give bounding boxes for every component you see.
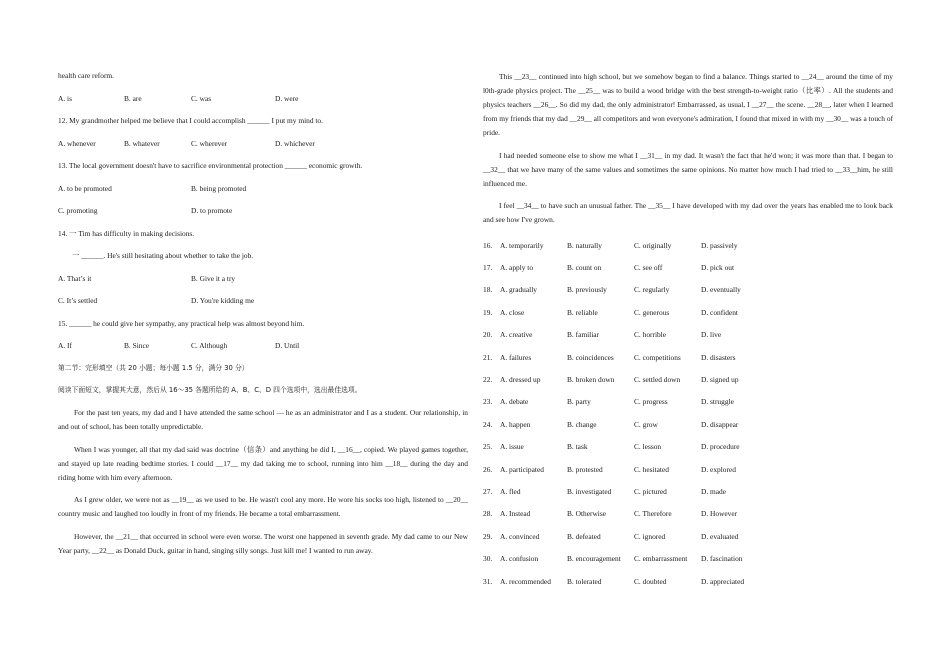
passage-paragraph: As I grew older, we were not as __19__ as we used to be. He wasn't cool any more. He wore his socks too high, listened to __20__ country music and laughed too loudly in front of my friends. He became a total embarrassment. — [58, 495, 468, 518]
option-a: A. failures — [500, 352, 532, 362]
left-column — [58, 70, 468, 558]
question-14-reply: 一 ______. He's still hesitating about whether to take the job. — [72, 251, 254, 260]
section-instructions: 阅读下面短文，掌握其大意，然后从 16～35 各题所给的 A、B、C、D 四个选项中，选出最佳选项。 — [58, 386, 362, 394]
option-d: D. disappear — [701, 419, 739, 429]
option-d: D. pick out — [701, 263, 735, 273]
option-c: C. horrible — [634, 330, 667, 340]
continued-line: health care reform. — [58, 71, 115, 80]
question-13: 13. The local government doesn't have to sacrifice environmental protection ______ economic growth. — [58, 161, 363, 170]
option-c: C. wherever — [191, 138, 228, 148]
q11-options — [58, 93, 468, 104]
cloze-question-row — [483, 301, 893, 323]
option-b: B. Otherwise — [567, 509, 606, 519]
cloze-question-row — [483, 234, 893, 256]
option-c: C. promoting — [58, 206, 98, 215]
option-a: A. apply to — [500, 263, 534, 273]
option-c: C. settled down — [634, 375, 681, 385]
option-b: B. previously — [567, 285, 607, 295]
option-c: C. Although — [191, 341, 228, 350]
option-b: B. whatever — [124, 138, 160, 148]
question-number: 17. — [483, 263, 493, 273]
option-c: C. grow — [634, 419, 658, 429]
option-b: B. change — [567, 419, 597, 429]
option-c: C. originally — [634, 240, 672, 250]
cloze-question-row — [483, 368, 893, 390]
passage-paragraph: This __23__ continued into high school, but we somehow began to find a balance. Things started to __24__ around the time of my l0th-grade physics project. The __25__ was to build a wood bridge with the best strength-to-weight ratio（比率）. All the students and physics teachers __26__. So did my dad, the only administrator! Embarrassed, as usual, I __27__ the scene. __28__, later when I learned from my friends that my dad __29__ all competitors and won everyone's admiration, I found that mixed in with my __30__ was a touch of pride. — [483, 72, 893, 137]
option-a: A. confusion — [500, 554, 539, 564]
option-b: B. Since — [124, 341, 150, 350]
option-b: B. investigated — [567, 486, 612, 496]
option-d: D. struggle — [701, 397, 734, 407]
question-number: 18. — [483, 285, 493, 295]
q15-options — [58, 340, 468, 351]
cloze-question-row — [483, 413, 893, 435]
option-b: B. naturally — [567, 240, 602, 250]
option-d: D. Until — [275, 341, 300, 350]
option-d: D. signed up — [701, 375, 739, 385]
question-number: 24. — [483, 419, 493, 429]
question-number: 31. — [483, 576, 493, 586]
question-number: 19. — [483, 307, 493, 317]
question-number: 28. — [483, 509, 493, 519]
option-c: C. embarrassment — [634, 554, 688, 564]
option-c: C. was — [191, 93, 212, 103]
option-b: B. coincidences — [567, 352, 614, 362]
cloze-question-row — [483, 279, 893, 301]
option-c: C. hesitated — [634, 464, 669, 474]
option-a: A. recommended — [500, 576, 551, 586]
option-b: B. Give it a try — [191, 273, 236, 283]
option-d: D. made — [701, 486, 727, 496]
cloze-question-row — [483, 525, 893, 547]
option-b: B. party — [567, 397, 591, 407]
passage-paragraph: However, the __21__ that occurred in school were even worse. The worst one happened in seventh grade. My dad came to our New Year party, __22__ as Donald Duck, guitar in hand, singing silly songs. Just kill me! I wanted to run away. — [58, 531, 468, 555]
cloze-question-row — [483, 480, 893, 502]
option-c: C. lesson — [634, 442, 662, 452]
cloze-question-row — [483, 324, 893, 346]
option-a: A. whenever — [58, 138, 96, 148]
option-a: A. Instead — [500, 509, 531, 519]
option-b: B. being promoted — [191, 183, 247, 193]
option-a: A. is — [58, 93, 72, 103]
option-d: D. appreciated — [701, 576, 745, 586]
question-14: 14. 一 Tim has difficulty in making decisions. — [58, 228, 195, 238]
option-c: C. It’s settled — [58, 296, 98, 305]
option-d: D. passively — [701, 240, 738, 250]
option-c: C. competitions — [634, 352, 681, 362]
option-b: B. tolerated — [567, 576, 602, 586]
question-number: 25. — [483, 442, 493, 452]
cloze-question-row — [483, 503, 893, 525]
option-a: A. That’s it — [58, 273, 92, 283]
option-a: A. issue — [500, 442, 524, 452]
option-b: B. encouragement — [567, 554, 621, 564]
question-number: 21. — [483, 352, 493, 362]
right-column — [483, 70, 893, 592]
question-number: 26. — [483, 464, 493, 474]
q13-options-cd — [58, 205, 468, 216]
option-a: A. convinced — [500, 531, 540, 541]
option-d: D. You're kidding me — [191, 296, 255, 305]
cloze-question-row — [483, 256, 893, 278]
option-d: D. evaluated — [701, 531, 739, 541]
option-c: C. doubted — [634, 576, 667, 586]
option-b: B. broken down — [567, 375, 615, 385]
option-c: C. progress — [634, 397, 668, 407]
option-d: D. disasters — [701, 352, 736, 362]
question-number: 30. — [483, 554, 493, 564]
option-c: C. generous — [634, 307, 670, 317]
cloze-options-list — [483, 234, 893, 592]
passage-paragraph: I had needed someone else to show me what I __31__ in my dad. It wasn't the fact that he'd won; it was more than that. I began to __32__ that we have many of the same values and sometimes the same opinions. No matter how much I had tried to __33__him, he still influenced me. — [483, 150, 893, 188]
question-number: 29. — [483, 531, 493, 541]
option-b: B. defeated — [567, 531, 601, 541]
option-d: D. fascination — [701, 554, 743, 564]
option-a: A. fled — [500, 486, 521, 496]
question-15: 15. ______ he could give her sympathy, any practical help was almost beyond him. — [58, 318, 305, 328]
option-a: A. participated — [500, 464, 544, 474]
question-number: 16. — [483, 240, 493, 250]
option-a: A. close — [500, 307, 525, 317]
option-d: D. confident — [701, 307, 738, 317]
option-b: B. protested — [567, 464, 603, 474]
option-d: D. eventually — [701, 285, 741, 295]
question-number: 22. — [483, 375, 493, 385]
passage-paragraph: For the past ten years, my dad and I have attended the same school — he as an administrator and I as a student. Our relationship, in and out of school, has been totally unpredictable. — [58, 408, 468, 431]
option-a: A. gradually — [500, 285, 537, 295]
cloze-question-row — [483, 346, 893, 368]
option-a: A. dressed up — [500, 375, 541, 385]
option-a: A. creative — [500, 330, 533, 340]
option-a: A. debate — [500, 397, 529, 407]
section-title: 第二节：完形填空（共 20 小题；每小题 1.5 分，满分 30 分） — [58, 363, 249, 372]
question-number: 20. — [483, 330, 493, 340]
q13-options-ab — [58, 183, 468, 194]
option-b: B. reliable — [567, 307, 598, 317]
option-c: C. ignored — [634, 531, 666, 541]
cloze-question-row — [483, 436, 893, 458]
q14-options-cd — [58, 295, 468, 306]
option-c: C. pictured — [634, 486, 667, 496]
option-d: D. live — [701, 330, 722, 340]
option-b: B. are — [124, 93, 142, 103]
cloze-question-row — [483, 391, 893, 413]
option-a: A. to be promoted — [58, 183, 112, 193]
option-b: B. familiar — [567, 330, 600, 340]
option-c: C. Therefore — [634, 509, 672, 519]
passage-paragraph: When I was younger, all that my dad said was doctrine（信条）and anything he did I, __16__, copied. We played games together, and stayed up late reading bedtime stories. I could __17__ my dad taking me to school, running into him __18__ during the day and riding home with him every afternoon. — [58, 444, 468, 482]
option-d: D. whichever — [275, 138, 315, 148]
option-a: A. temporarily — [500, 240, 544, 250]
option-b: B. task — [567, 442, 588, 452]
option-d: D. were — [275, 93, 299, 103]
question-12: 12. My grandmother helped me believe that I could accomplish ______ I put my mind to. — [58, 116, 323, 125]
question-number: 27. — [483, 486, 493, 496]
option-a: A. happen — [500, 419, 531, 429]
q14-options-ab — [58, 273, 468, 284]
question-number: 23. — [483, 397, 493, 407]
passage-paragraph: I feel __34__ to have such an unusual father. The __35__ I have developed with my dad over the years has enabled me to look back and see how I've grown. — [483, 201, 893, 224]
option-a: A. If — [58, 341, 72, 350]
option-d: D. explored — [701, 464, 736, 474]
option-d: D. to promote — [191, 206, 233, 215]
cloze-question-row — [483, 570, 893, 592]
cloze-question-row — [483, 458, 893, 480]
option-c: C. regularly — [634, 285, 670, 295]
cloze-question-row — [483, 547, 893, 569]
option-c: C. see off — [634, 263, 663, 273]
option-d: D. However — [701, 509, 738, 519]
q12-options — [58, 138, 468, 149]
option-b: B. count on — [567, 263, 602, 273]
option-d: D. procedure — [701, 442, 740, 452]
